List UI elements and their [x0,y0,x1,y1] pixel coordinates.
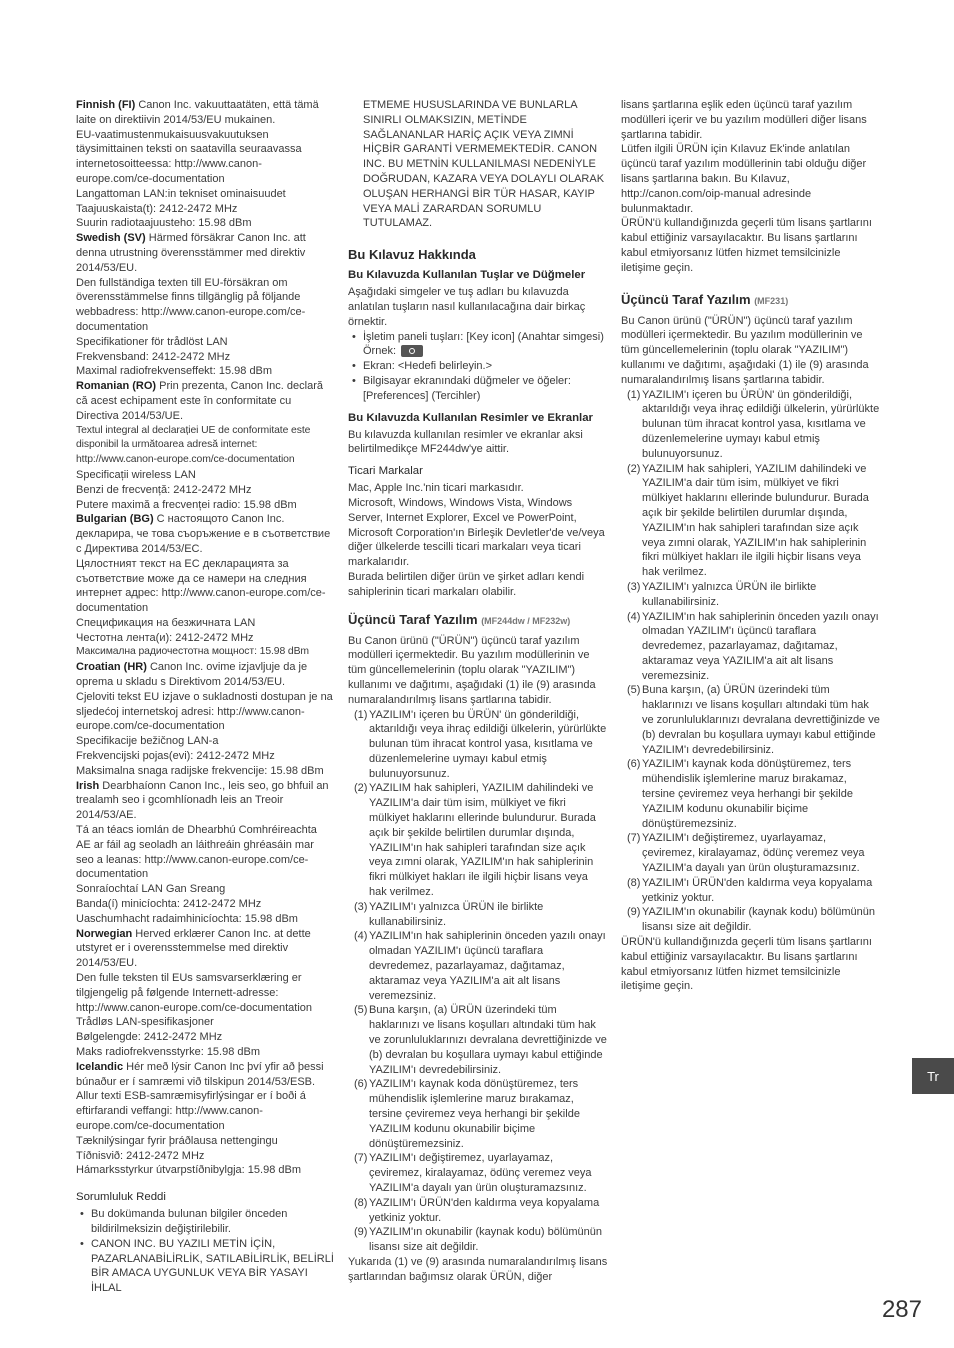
page-number: 287 [881,1296,922,1323]
list-item: • Ekran: <Hedefi belirleyin.> [348,359,608,374]
third-party-intro: Bu Canon ürünü ("ÜRÜN") üçüncü taraf yazılım modülleri içermektedir. Bu yazılım modüllerinin ve tüm güncellemelerinin (toplu olarak "YAZILIM") kullanımı ve dağıtımı, aşağıdaki (1) ile (9) arasında numaralandırılmış lisans şartlarına tabidir. [621,314,869,386]
statement-text: Benzi de frecvență: 2412-2472 MHz [76,483,252,496]
statement-text: Спецификация на безжичната LAN [76,616,256,629]
statement-paragraph [76,882,334,897]
statement-paragraph [76,734,334,749]
term-number: (9) [354,1226,368,1239]
license-term [621,757,881,831]
statement-text: Maksimalna snaga radijske frekvencije: 15.98 dBm [76,764,324,777]
column-left [76,98,334,1296]
statement-text: Specifikacije bežičnog LAN-a [76,735,219,748]
license-term [621,831,881,875]
term-number: (9) [627,906,641,919]
list-item: • Bu dokümanda bulunan bilgiler önceden bildirilmeksizin değiştirilebilir. [76,1207,334,1237]
statement-text: Цялостният текст на ЕС декларацията за съответствие може да се намери на следния интернет адрес: http://www.canon-europe.com/ce-documentation [76,557,326,615]
statement-text: Честотна лента(и): 2412-2472 MHz [76,631,254,644]
statement-paragraph [76,660,334,690]
language-tab[interactable]: Tr [912,1058,954,1094]
term-number: (6) [627,758,641,771]
term-number: (2) [354,782,368,795]
term-number: (1) [354,708,368,721]
license-term [621,610,881,684]
term-text: Buna karşın, (a) ÜRÜN üzerindeki tüm haklarınızı ve lisans koşulları altındaki tüm hak ve zorunluluklarınızı devralana devrettiğinizde ve (b) devralan bu koşullara uymayı kabul ettiğinde YAZILIM'ı devredebilirsiniz. [642,684,880,756]
term-number: (3) [627,580,641,593]
license-term [621,683,881,757]
statement-text: Bølgelengde: 2412-2472 MHz [76,1031,223,1044]
statement-text: Maximal radiofrekvenseffekt: 15.98 dBm [76,365,273,378]
statement-paragraph [76,498,334,513]
language-label: Croatian (HR) [76,661,147,674]
license-term [621,580,881,610]
statement-text: Prin prezenta, Canon Inc. declară că acest echipament este în conformitate cu Directiva 2014/53/UE. [76,380,323,422]
statement-paragraph [76,927,334,971]
example-label: Örnek: [363,345,397,358]
statement-text: Putere maximă a frecvenței radio: 15.98 dBm [76,498,297,511]
statement-text: Textul integral al declarației UE de conformitate este disponibil la următoarea adresă internet: http://www.canon-europe.com/ce-documentation [76,424,311,466]
language-label: Norwegian [76,927,133,940]
statement-paragraph [76,379,334,423]
trademarks-paragraph: Microsoft, Windows, Windows Vista, Windows Server, Internet Explorer, Excel ve PowerPoint, Microsoft Corporation'ın Birleşik Devletler'de ve/veya diğer ülkelerde tescilli ticari markaları veya ticari markalarıdır. [348,496,605,569]
license-term [621,905,881,935]
statement-paragraph [76,764,334,779]
statement-paragraph [76,1015,334,1030]
statement-text: Frekvensband: 2412-2472 MHz [76,350,231,363]
term-number: (1) [627,388,641,401]
statement-paragraph [76,231,334,275]
term-number: (4) [627,610,641,623]
statement-paragraph [76,823,334,882]
term-text: YAZILIM'ın hak sahiplerinin önceden yazılı onayı olmadan YAZILIM'ı üçüncü taraflara devredemez, pazarlayamaz, dağıtamaz, aktaramaz veya YAZILIM'a ait alt lisans veremezsiniz. [369,930,606,1002]
term-number: (4) [354,930,368,943]
statement-text: Allur texti ESB-samræmisyfirlýsingar er í boði á eftirfarandi veffangi: http://www.canon-europe.com/ce-documentation [76,1090,306,1132]
license-term [348,1225,608,1255]
column-right [621,98,881,994]
statement-paragraph [76,749,334,764]
statement-paragraph [76,690,334,734]
statement-text: С настоящото Canon Inc. декларира, че това съоръжение е в съответствие с Директива 2014/53/ЕС. [76,513,331,555]
statement-text: Trådløs LAN-spesifikasjoner [76,1016,214,1029]
statement-paragraph [76,364,334,379]
statement-text: Tíðnisvið: 2412-2472 MHz [76,1149,205,1162]
statement-text: Tá an téacs iomlán de Dhearbhú Comhréireachta AE ar fáil ag seoladh an láithreáin ghréasáin mar seo a leanas: http://www.canon-europe.com/ce-documentation [76,824,317,881]
statement-paragraph [76,1030,334,1045]
license-terms-list [621,388,881,935]
statement-paragraph [76,1149,334,1164]
term-number: (5) [627,684,641,697]
statement-text: Langattoman LAN:in tekniset ominaisuudet [76,187,286,200]
statement-paragraph [76,424,334,468]
term-text: YAZILIM'ı yalnızca ÜRÜN ile birlikte kullanabilirsiniz. [369,900,544,928]
license-acceptance: ÜRÜN'ü kullandığınızda geçerli tüm lisans şartlarını kabul ettiğiniz varsayılacaktır. Bu lisans şartlarını kabul etmiyorsanız lütfen hizmet temsilcinizle iletişime geçin. [621,217,872,274]
statement-text: Canon Inc. ovime izjavljuje da je oprema u skladu s Direktivom 2014/53/EU. [76,661,308,689]
statement-paragraph [76,335,334,350]
images-text: Bu kılavuzda kullanılan resimler ve ekranlar aksi belirtilmedikçe MF244dw'ye aittir. [348,428,583,456]
term-text: YAZILIM hak sahipleri, YAZILIM dahilindeki ve YAZILIM'a dair tüm isim, mülkiyet ve fikri mülkiyet haklarını ellerinde bulundurur. Burada açık bir şekilde belirtilen durumlar dışında, YAZILIM'ın hak sahipleri tarafından size açık veya zımni olarak, YAZILIM'ın hak sahiplerinin fikri mülkiyet hakları ile ilgili hiçbir lisans veya hak verilmez. [369,782,596,899]
statement-text: Frekvencijski pojas(evi): 2412-2472 MHz [76,750,275,763]
statement-paragraph [76,1045,334,1060]
statement-paragraph [76,350,334,365]
term-number: (5) [354,1004,368,1017]
manual-reference: Lütfen ilgili ÜRÜN için Kılavuz Ek'inde anlatılan üçüncü taraf yazılım modüllerinin tabi olduğu diğer lisans şartlarına bakın. Bu Kılavuz, http://canon.com/oip-manual adresinde bulunmaktadır. [621,143,867,215]
statement-paragraph [76,1060,334,1090]
term-number: (6) [354,1078,368,1091]
term-text: YAZILIM'ı içeren bu ÜRÜN' ün gönderildiği, aktarıldığı veya ihraç edildiği ülkelerin, yürürlükte bulunan tüm ihracat kontrol yasa, kısıtlama ve düzenlemelerine uymayı kabul etmiş bulunuyorsunuz. [642,388,880,460]
license-term [348,708,608,782]
disclaimer-continued: ETMEME HUSUSLARINDA VE BUNLARLA SINIRLI OLMAKSIZIN, METİNDE SAĞLANANLAR HARİÇ AÇIK VEYA ZIMNİ HİÇBİR GARANTİ VERMEMEKTEDİR. CANON INC. BU METNİN KULLANILMASI NEDENİYLE DOĞRUDAN, KAZARA VEYA DOLAYLI OLARAK OLUŞAN HERHANGİ BİR TÜR HASAR, KAYIP VEYA MALİ ZARARDAN SORUMLU TUTULAMAZ. [363,99,605,230]
term-text: YAZILIM'ın hak sahiplerinin önceden yazılı onayı olmadan YAZILIM'ı üçüncü taraflara devredemez, pazarlayamaz, dağıtamaz, aktaramaz veya YAZILIM'a ait alt lisans veremezsiniz. [642,610,879,682]
list-item-text: İşletim paneli tuşları: [Key icon] (Anahtar simgesi) [363,330,604,343]
term-number: (7) [627,832,641,845]
language-label: Finnish (FI) [76,99,136,111]
statement-text: Specificații wireless LAN [76,468,196,481]
statement-paragraph [76,779,334,823]
license-term [348,929,608,1003]
statement-paragraph [76,128,334,187]
license-term [621,388,881,462]
term-text: YAZILIM'ı içeren bu ÜRÜN' ün gönderildiği, aktarıldığı veya ihraç edildiği ülkelerin, yürürlükte bulunan tüm ihracat kontrol yasa, kısıtlama ve düzenlemelerine uymayı kabul etmiş bulunuyorsunuz. [369,708,607,780]
license-terms-list [348,708,608,1255]
term-number: (7) [354,1152,368,1165]
language-label: Icelandic [76,1060,124,1073]
statement-paragraph [76,187,334,202]
statement-paragraph [76,897,334,912]
statement-text: Cjeloviti tekst EU izjave o sukladnosti dostupan je na sljedećoj internetskoj adresi: http://www.canon-europe.com/ce-documentation [76,690,333,733]
images-title: Bu Kılavuzda Kullanılan Resimler ve Ekranlar [348,411,593,424]
statement-text: Suurin radiotaajuusteho: 15.98 dBm [76,217,252,230]
statement-text: Tæknilýsingar fyrir þráðlausa nettengingu [76,1134,278,1147]
term-number: (3) [354,900,368,913]
statement-text: Canon Inc. vakuuttaatäten, että tämä laite on direktiivin 2014/53/EU mukainen. [76,99,319,126]
statement-text: Taajuuskaista(t): 2412-2472 MHz [76,202,238,215]
term-text: YAZILIM'ın okunabilir (kaynak kodu) bölümünün lisansı size ait değildir. [369,1226,603,1254]
statement-text: Dearbhaíonn Canon Inc., leis seo, go bhfuil an trealamh seo i gcomhlíonadh leis an Treoir 2014/53/AE. [76,779,329,822]
license-term [621,876,881,906]
statement-paragraph [76,631,334,646]
statement-text: Hámarksstyrkur útvarpstíðnibylgja: 15.98 dBm [76,1164,301,1177]
statement-paragraph [76,971,334,1015]
keys-intro: Aşağıdaki simgeler ve tuş adları bu kılavuzda anlatılan tuşların nasıl kullanılacağına dair birkaç örnektir. [348,286,586,328]
column-middle [348,98,608,1285]
statement-text: EU-vaatimustenmukaisuusvakuutuksen täysimittainen teksti on saatavilla seuraavassa internetosoitteessa: http://www.canon-europe.com/ce-documentation [76,128,302,185]
statement-text: Härmed försäkrar Canon Inc. att denna utrustning överensstämmer med direktiv 2014/53/EU. [76,232,306,274]
license-term [621,462,881,580]
statement-text: Hér með lýsir Canon Inc því yfir að þessi búnaður er í samræmi við tilskipun 2014/53/ESB. [76,1060,324,1088]
language-label: Bulgarian (BG) [76,513,154,526]
license-continued: lisans şartlarına eşlik eden üçüncü taraf yazılım modülleri içerir ve bu yazılım modülleri diğer lisans şartlarına tabidir. [621,99,867,141]
trademarks-title: Ticari Markalar [348,465,423,478]
statement-text: Den fullständiga texten till EU-försäkran om överensstämmelse finns tillgänglig på följande webbadress: http://www.canon-europe.com/ce-documentation [76,276,306,333]
term-text: YAZILIM'ı kaynak koda dönüştüremez, ters mühendislik işlemlerine maruz bırakamaz, tersine çeviremez veya herhangi bir şekilde YAZILIM kodunu okunabilir biçime dönüştüremezsiniz. [642,758,853,830]
term-text: YAZILIM hak sahipleri, YAZILIM dahilindeki ve YAZILIM'a dair tüm isim, mülkiyet ve fikri mülkiyet haklarını ellerinde bulundurur. Burada açık bir şekilde belirtilen durumlar dışında, YAZILIM'ın hak sahipleri tarafından size açık veya zımni olarak, YAZILIM'ın hak sahiplerinin fikri mülkiyet hakları ile ilgili hiçbir lisans veya hak verilmez. [642,462,869,579]
license-term [348,1003,608,1077]
statement-paragraph [76,557,334,616]
third-party-title-text: Üçüncü Taraf Yazılım [348,611,478,627]
third-party-outro: ÜRÜN'ü kullandığınızda geçerli tüm lisans şartlarını kabul ettiğiniz varsayılacaktır. Bu lisans şartlarını kabul etmiyorsanız lütfen hizmet temsilcinizle iletişime geçin. [621,936,872,993]
keys-list [348,330,608,404]
statement-paragraph [76,912,334,927]
statement-text: Banda(í) minicíochta: 2412-2472 MHz [76,898,262,911]
license-term [348,1196,608,1226]
statement-paragraph [76,276,334,335]
statement-paragraph [76,512,334,556]
statement-paragraph [76,645,334,660]
third-party-title-text: Üçüncü Taraf Yazılım [621,291,751,307]
statement-text: Максимална радиочестотна мощност: 15.98 dBm [76,646,309,658]
statement-text: Uaschumhacht radaimhinicíochta: 15.98 dBm [76,912,298,925]
third-party-title [348,612,608,629]
term-text: YAZILIM'ı değiştiremez, uyarlayamaz, çeviremez, kiralayamaz, ödünç veremez veya YAZILIM'a dayalı yan ürün oluşturamazsınız. [642,832,865,875]
statement-text: Maks radiofrekvensstyrke: 15.98 dBm [76,1046,261,1058]
statement-paragraph [76,1089,334,1133]
term-text: YAZILIM'ı ÜRÜN'den kaldırma veya kopyalama yetkiniz yoktur. [369,1196,600,1224]
license-term [348,1077,608,1151]
language-label: Romanian (RO) [76,380,157,393]
statement-text: Sonraíochtaí LAN Gan Sreang [76,883,226,896]
guide-title: Bu Kılavuz Hakkında [348,247,476,263]
term-number: (2) [627,462,641,475]
language-label: Irish [76,779,100,792]
license-term [348,900,608,930]
third-party-outro: Yukarıda (1) ve (9) arasında numaralandırılmış lisans şartlarından bağımsız olarak ÜRÜN, diğer [348,1255,608,1283]
term-text: YAZILIM'ı kaynak koda dönüştüremez, ters mühendislik işlemlerine maruz bırakamaz, tersine çeviremez veya herhangi bir şekilde YAZILIM kodunu okunabilir biçime dönüştüremezsiniz. [369,1078,580,1150]
term-text: Buna karşın, (a) ÜRÜN üzerindeki tüm haklarınızı ve lisans koşulları altındaki tüm hak ve zorunluluklarınızı devralana devrettiğinizde ve (b) devralan bu koşullara uymayı kabul ettiğinde YAZILIM'ı devredebilirsiniz. [369,1004,607,1076]
statement-paragraph [76,202,334,217]
language-label: Swedish (SV) [76,232,146,245]
term-text: YAZILIM'ın okunabilir (kaynak kodu) bölümünün lisansı size ait değildir. [642,906,876,934]
term-text: YAZILIM'ı ÜRÜN'den kaldırma veya kopyalama yetkiniz yoktur. [642,876,873,904]
statement-text: Specifikationer för trådlöst LAN [76,335,228,348]
trademarks-paragraph: Mac, Apple Inc.'nin ticari markasıdır. [348,482,524,495]
term-number: (8) [354,1196,368,1209]
list-item [348,330,608,360]
disclaimer-list [76,1207,334,1296]
license-term [348,781,608,899]
license-term [348,1151,608,1195]
statement-paragraph [76,483,334,498]
list-item: • Bilgisayar ekranındaki düğmeler ve öğeler: [Preferences] (Tercihler) [348,374,608,404]
statement-paragraph [76,216,334,231]
third-party-title [621,292,881,309]
term-text: YAZILIM'ı değiştiremez, uyarlayamaz, çeviremez, kiralayamaz, ödünç veremez veya YAZILIM'a dayalı yan ürün oluşturamazsınız. [369,1152,592,1194]
statement-paragraph [76,616,334,631]
model-note: (MF244dw / MF232w) [481,615,571,626]
regulatory-statements [76,98,334,1178]
model-note: (MF231) [754,295,789,306]
statement-paragraph [76,1163,334,1178]
term-text: YAZILIM'ı yalnızca ÜRÜN ile birlikte kullanabilirsiniz. [642,580,817,608]
statement-paragraph [76,468,334,483]
term-number: (8) [627,876,641,889]
key-icon [401,345,423,357]
disclaimer-title: Sorumluluk Reddi [76,1191,166,1204]
statement-paragraph [76,1134,334,1149]
trademarks-paragraph: Burada belirtilen diğer ürün ve şirket adları kendi sahiplerinin ticari markaları olabilir. [348,570,585,598]
list-item: • CANON INC. BU YAZILI METİN İÇİN, PAZARLANABİLİRLİK, SATILABİLİRLİK, BELİRLİ BİR AMACA UYGUNLUK VEYA BİR YASAYI İHLAL [76,1237,334,1296]
statement-text: Den fulle teksten til EUs samsvarserklæring er tilgjengelig på følgende Internett-adresse: http://www.canon-europe.com/ce-documentation [76,972,313,1014]
third-party-intro: Bu Canon ürünü ("ÜRÜN") üçüncü taraf yazılım modülleri içermektedir. Bu yazılım modüllerinin ve tüm güncellemelerinin (toplu olarak "YAZILIM") kullanımı ve dağıtımı, aşağıdaki (1) ile (9) arasında numaralandırılmış lisans şartlarına tabidir. [348,634,596,706]
keys-title: Bu Kılavuzda Kullanılan Tuşlar ve Düğmeler [348,269,586,282]
statement-paragraph [76,98,334,128]
statement-text: Herved erklærer Canon Inc. at dette utstyret er i overensstemmelse med direktiv 2014/53/EU. [76,927,311,970]
